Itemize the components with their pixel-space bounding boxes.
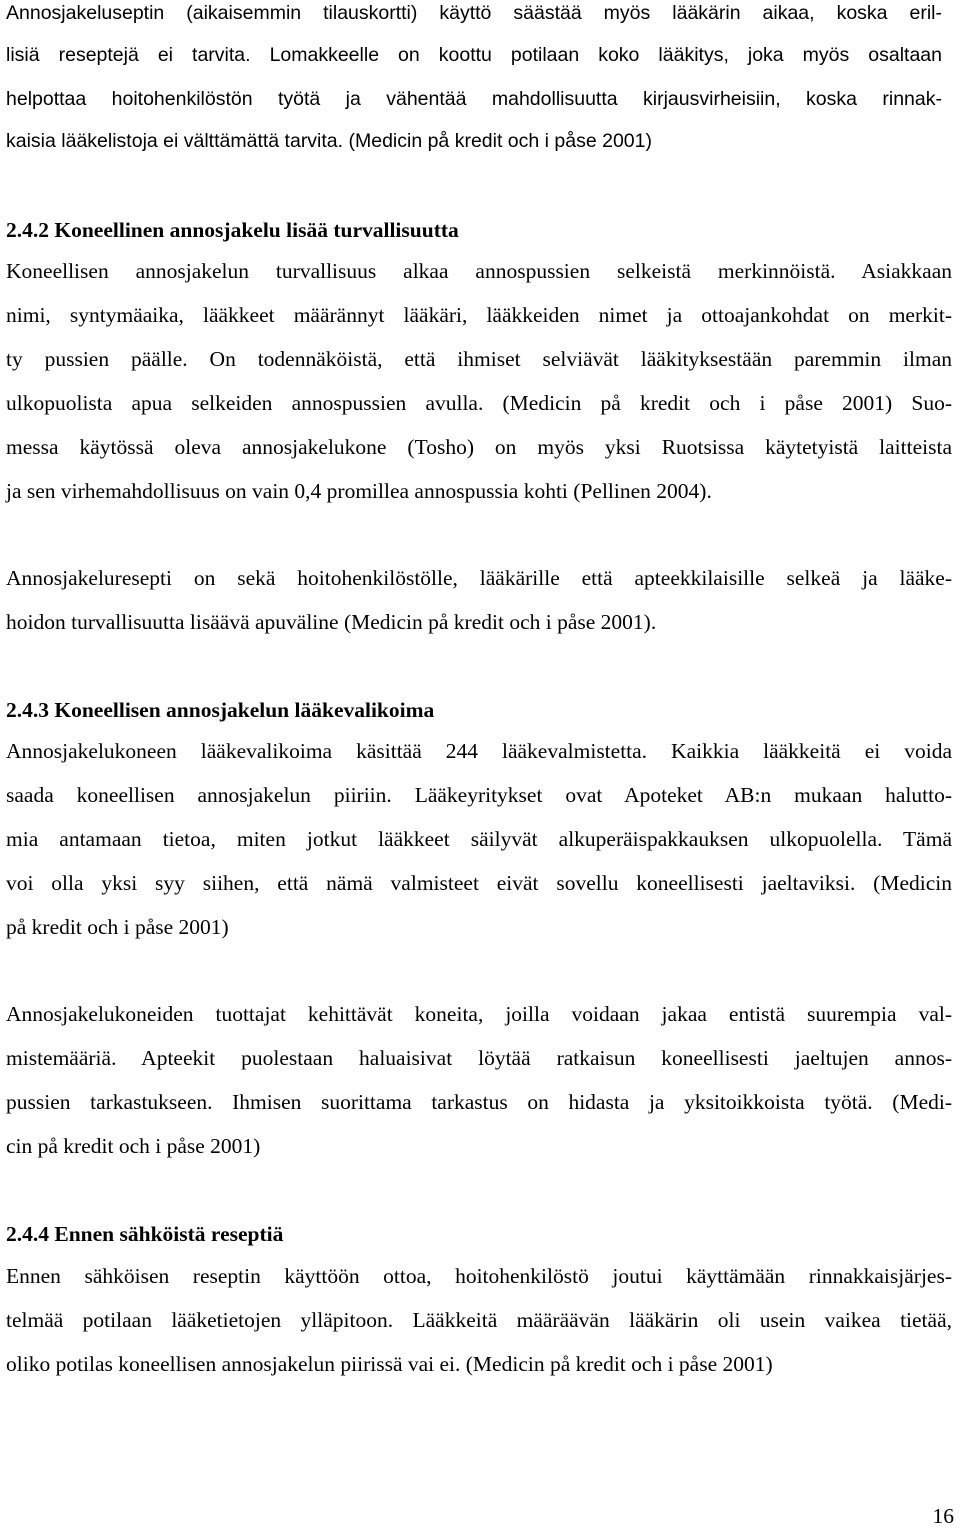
text-line: kaisia lääkelistoja ei välttämättä tarvita. (Medicin på kredit och i påse 2001) bbox=[6, 130, 652, 152]
text-line: Koneellisen annosjakelun turvallisuus alkaa annospussien selkeistä merkinnöistä. Asiakkaan bbox=[6, 259, 952, 283]
text-line: oliko potilas koneellisen annosjakelun piirissä vai ei. (Medicin på kredit och i påse 2001) bbox=[6, 1352, 773, 1376]
section-heading: 2.4.3 Koneellisen annosjakelun lääkevalikoima bbox=[6, 698, 435, 722]
text-line: mia antamaan tietoa, miten jotkut lääkkeet säilyvät alkuperäispakkauksen ulkopuolella. Tämä bbox=[6, 827, 952, 851]
text-line: saada koneellisen annosjakelun piiriin. Lääkeyritykset ovat Apoteket AB:n mukaan halutto- bbox=[6, 783, 952, 807]
text-line: helpottaa hoitohenkilöstön työtä ja vähentää mahdollisuutta kirjausvirheisiin, koska rinnak- bbox=[6, 88, 942, 110]
text-line: nimi, syntymäaika, lääkkeet määrännyt lääkäri, lääkkeiden nimet ja ottoajankohdat on merkit- bbox=[6, 303, 952, 327]
text-line: Annosjakelukoneen lääkevalikoima käsittää 244 lääkevalmistetta. Kaikkia lääkkeitä ei voida bbox=[6, 739, 952, 763]
text-line: lisiä reseptejä ei tarvita. Lomakkeelle on koottu potilaan koko lääkitys, joka myös osaltaan bbox=[6, 44, 942, 66]
text-line: ja sen virhemahdollisuus on vain 0,4 promillea annospussia kohti (Pellinen 2004). bbox=[6, 479, 712, 503]
text-line: hoidon turvallisuutta lisäävä apuväline (Medicin på kredit och i påse 2001). bbox=[6, 610, 657, 634]
text-line: Annosjakelukoneiden tuottajat kehittävät koneita, joilla voidaan jakaa entistä suurempia val- bbox=[6, 1002, 952, 1026]
page-number: 16 bbox=[932, 1504, 954, 1528]
text-line: telmää potilaan lääketietojen ylläpitoon. Lääkkeitä määräävän lääkärin oli usein vaikea tietää, bbox=[6, 1308, 952, 1332]
text-line: Ennen sähköisen reseptin käyttöön ottoa, hoitohenkilöstö joutui käyttämään rinnakkaisjärjes- bbox=[6, 1264, 952, 1288]
section-heading: 2.4.4 Ennen sähköistä reseptiä bbox=[6, 1222, 284, 1246]
text-line: pussien tarkastukseen. Ihmisen suorittama tarkastus on hidasta ja yksitoikkoista työtä. (Medi- bbox=[6, 1090, 952, 1114]
text-line: på kredit och i påse 2001) bbox=[6, 915, 229, 939]
text-line: voi olla yksi syy siihen, että nämä valmisteet eivät sovellu koneellisesti jaeltaviksi. (Medicin bbox=[6, 871, 952, 895]
text-line: Annosjakeluresepti on sekä hoitohenkilöstölle, lääkärille että apteekkilaisille selkeä ja lääke- bbox=[6, 566, 952, 590]
text-line: messa käytössä oleva annosjakelukone (Tosho) on myös yksi Ruotsissa käytetyistä laitteista bbox=[6, 435, 952, 459]
text-line: Annosjakeluseptin (aikaisemmin tilauskortti) käyttö säästää myös lääkärin aikaa, koska eril- bbox=[6, 2, 942, 24]
text-line: ty pussien päälle. On todennäköistä, että ihmiset selviävät lääkityksestään paremmin ilman bbox=[6, 347, 952, 371]
text-line: ulkopuolista apua selkeiden annospussien avulla. (Medicin på kredit och i påse 2001) Suo- bbox=[6, 391, 952, 415]
text-line: cin på kredit och i påse 2001) bbox=[6, 1134, 261, 1158]
section-heading: 2.4.2 Koneellinen annosjakelu lisää turvallisuutta bbox=[6, 218, 459, 242]
text-line: mistemääriä. Apteekit puolestaan haluaisivat löytää ratkaisun koneellisesti jaeltujen annos- bbox=[6, 1046, 952, 1070]
